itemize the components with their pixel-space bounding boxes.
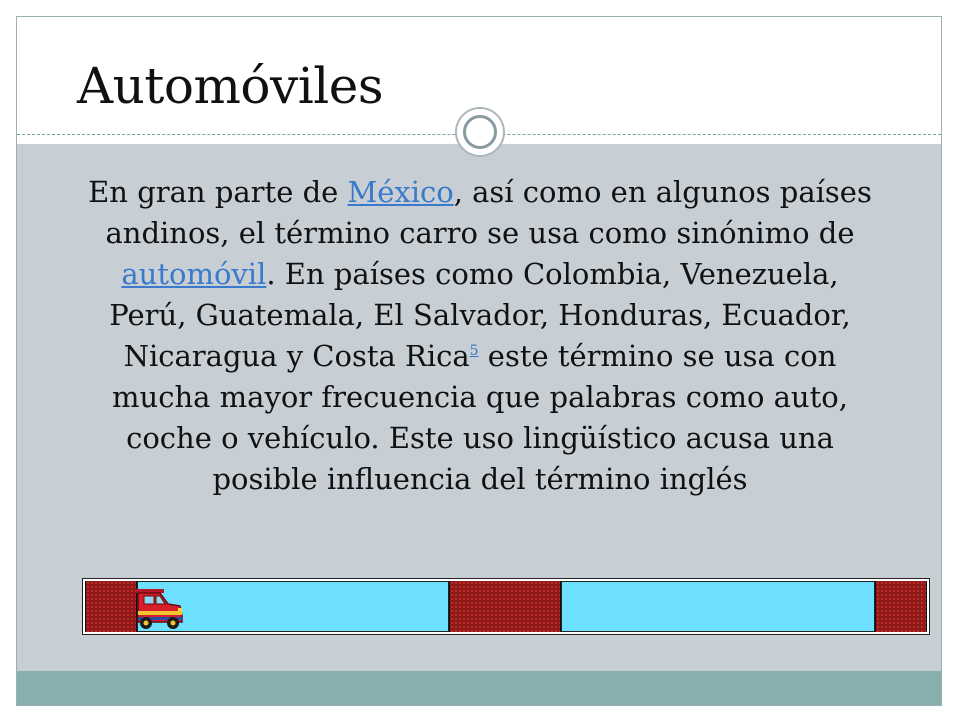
red-car-icon [134, 586, 186, 632]
body-text-part-3: . En países como Colombia, Venezuela, Perú, Guatemala, El Salvador, Honduras, Ecuador, Nicaragua y Costa Rica [109, 257, 851, 373]
footer-band [17, 671, 941, 705]
body-text-part-4: este término se usa con mucha mayor frecuencia que palabras como auto, coche o vehículo. Este uso lingüístico acusa una posible influencia del término inglés [112, 339, 848, 496]
link-automovil[interactable]: automóvil [121, 257, 267, 291]
brick-wall-right [875, 581, 927, 632]
car-animation-strip [82, 578, 930, 635]
circle-ornament-icon [455, 107, 505, 157]
brick-wall-left [85, 581, 137, 632]
body-text-part-1: En gran parte de [88, 175, 348, 209]
footnote-link[interactable]: 5 [469, 343, 479, 359]
body-text-part-2: , así como en algunos países andinos, el término carro se usa como sinónimo de [105, 175, 872, 250]
sky-panel-2 [561, 581, 875, 632]
slide-title: Automóviles [77, 57, 383, 115]
body-paragraph [80, 172, 880, 500]
link-mexico[interactable]: México [347, 175, 454, 209]
brick-wall-middle [449, 581, 561, 632]
